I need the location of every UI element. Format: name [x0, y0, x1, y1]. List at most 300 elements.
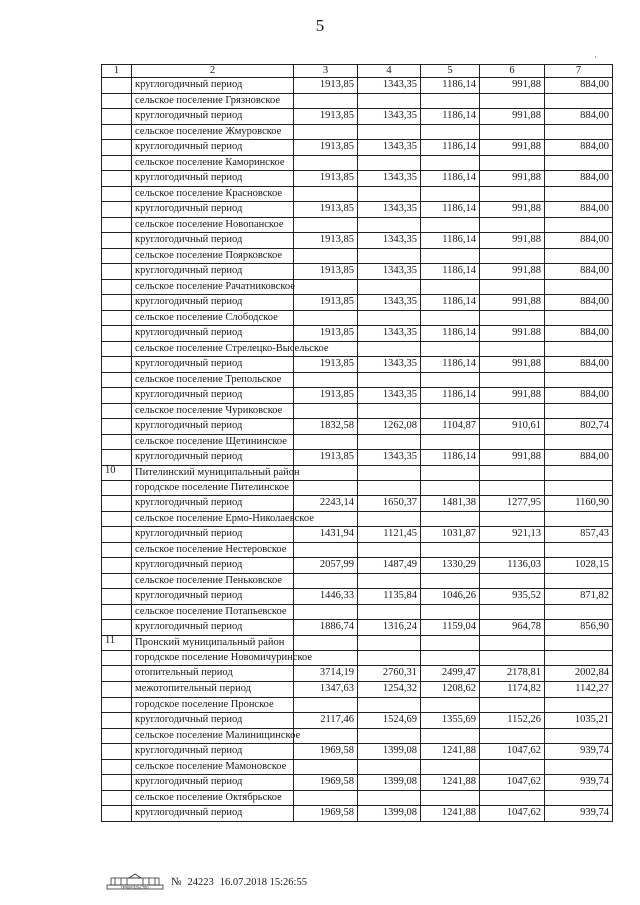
row-label-cell: сельское поселение Малинищинское: [132, 729, 294, 744]
district-row: [102, 466, 613, 481]
settlement-row: [102, 543, 613, 558]
row-number-cell: [102, 419, 132, 435]
row-label-cell: круглогодичный период: [132, 388, 294, 404]
table-row: [102, 527, 613, 543]
value-cell: [545, 466, 613, 481]
value-cell: [421, 466, 480, 481]
table-row: [102, 589, 613, 605]
value-cell: [480, 156, 545, 171]
value-cell: 857,43: [545, 527, 613, 543]
value-cell: [545, 729, 613, 744]
value-cell: 1913,85: [294, 450, 358, 466]
row-label-cell: городское поселение Пителинское: [132, 481, 294, 496]
row-label-cell: круглогодичный период: [132, 450, 294, 466]
value-cell: 1913,85: [294, 233, 358, 249]
row-number-cell: 10: [102, 466, 132, 481]
tariff-table: [101, 64, 613, 822]
settlement-row: [102, 311, 613, 326]
value-cell: 1047,62: [480, 775, 545, 791]
value-cell: [421, 249, 480, 264]
value-cell: 1913,85: [294, 295, 358, 311]
value-cell: [358, 125, 421, 140]
row-number-cell: [102, 558, 132, 574]
value-cell: 884,00: [545, 78, 613, 94]
row-label-cell: круглогодичный период: [132, 264, 294, 280]
value-cell: [545, 218, 613, 233]
value-cell: 1330,29: [421, 558, 480, 574]
table-row: [102, 264, 613, 280]
row-number-cell: [102, 202, 132, 218]
value-cell: [294, 125, 358, 140]
value-cell: [545, 574, 613, 589]
row-label-cell: сельское поселение Поярковское: [132, 249, 294, 264]
table-row: [102, 682, 613, 698]
value-cell: 1047,62: [480, 744, 545, 760]
value-cell: [545, 342, 613, 357]
row-label-cell: круглогодичный период: [132, 109, 294, 125]
row-label-cell: сельское поселение Жмуровское: [132, 125, 294, 140]
row-label-cell: сельское поселение Красновское: [132, 187, 294, 202]
row-number-cell: [102, 698, 132, 713]
row-number-cell: [102, 666, 132, 682]
value-cell: [480, 636, 545, 651]
value-cell: 1174,82: [480, 682, 545, 698]
value-cell: [294, 729, 358, 744]
settlement-row: [102, 760, 613, 775]
value-cell: [545, 249, 613, 264]
value-cell: 1186,14: [421, 109, 480, 125]
row-number-cell: [102, 605, 132, 620]
row-label-cell: круглогодичный период: [132, 357, 294, 373]
value-cell: 1135,84: [358, 589, 421, 605]
value-cell: 1969,58: [294, 806, 358, 822]
value-cell: [480, 373, 545, 388]
value-cell: 884,00: [545, 295, 613, 311]
value-cell: [421, 729, 480, 744]
value-cell: [358, 435, 421, 450]
value-cell: 1046,26: [421, 589, 480, 605]
value-cell: [421, 311, 480, 326]
value-cell: [294, 574, 358, 589]
table-row: [102, 233, 613, 249]
document-number: 24223: [187, 876, 214, 888]
settlement-row: [102, 574, 613, 589]
settlement-row: [102, 249, 613, 264]
margin-mark: ·: [594, 52, 597, 62]
table-row: [102, 496, 613, 512]
settlement-row: [102, 156, 613, 171]
value-cell: [421, 125, 480, 140]
value-cell: [294, 404, 358, 419]
value-cell: [294, 218, 358, 233]
value-cell: [358, 636, 421, 651]
value-cell: [358, 466, 421, 481]
row-label-cell: круглогодичный период: [132, 589, 294, 605]
value-cell: [421, 404, 480, 419]
value-cell: 1355,69: [421, 713, 480, 729]
value-cell: [545, 651, 613, 666]
row-label-cell: сельское поселение Слободское: [132, 311, 294, 326]
table-row: [102, 202, 613, 218]
value-cell: 1047,62: [480, 806, 545, 822]
header-cell: 2: [132, 65, 294, 78]
header-cell: 3: [294, 65, 358, 78]
value-cell: [480, 435, 545, 450]
settlement-row: [102, 342, 613, 357]
value-cell: [294, 760, 358, 775]
value-cell: [480, 651, 545, 666]
row-label-cell: сельское поселение Нестеровское: [132, 543, 294, 558]
row-label-cell: городское поселение Новомичуринское: [132, 651, 294, 666]
value-cell: [294, 435, 358, 450]
value-cell: [358, 574, 421, 589]
value-cell: [421, 342, 480, 357]
row-label-cell: сельское поселение Рачатниковское: [132, 280, 294, 295]
row-label-cell: круглогодичный период: [132, 78, 294, 94]
settlement-row: [102, 605, 613, 620]
value-cell: 1431,94: [294, 527, 358, 543]
table-row: [102, 109, 613, 125]
row-number-cell: [102, 512, 132, 527]
value-cell: [480, 311, 545, 326]
value-cell: 1343,35: [358, 450, 421, 466]
value-cell: 991,88: [480, 140, 545, 156]
value-cell: [358, 605, 421, 620]
value-cell: [358, 342, 421, 357]
value-cell: 1913,85: [294, 171, 358, 187]
value-cell: 884,00: [545, 388, 613, 404]
value-cell: [480, 125, 545, 140]
value-cell: 1186,14: [421, 78, 480, 94]
value-cell: 1241,88: [421, 744, 480, 760]
row-label-cell: круглогодичный период: [132, 171, 294, 187]
row-label-cell: круглогодичный период: [132, 496, 294, 512]
header-cell: 7: [545, 65, 613, 78]
row-number-cell: [102, 342, 132, 357]
value-cell: 991,88: [480, 78, 545, 94]
table-row: [102, 450, 613, 466]
value-cell: 1832,58: [294, 419, 358, 435]
value-cell: [480, 218, 545, 233]
value-cell: 1913,85: [294, 264, 358, 280]
value-cell: 1913,85: [294, 202, 358, 218]
value-cell: [358, 311, 421, 326]
value-cell: 991,88: [480, 357, 545, 373]
value-cell: [358, 729, 421, 744]
table-row: [102, 140, 613, 156]
value-cell: 964,78: [480, 620, 545, 636]
value-cell: [480, 481, 545, 496]
value-cell: 1277,95: [480, 496, 545, 512]
row-label-cell: круглогодичный период: [132, 233, 294, 249]
value-cell: [294, 156, 358, 171]
settlement-row: [102, 280, 613, 295]
district-row: [102, 636, 613, 651]
value-cell: [480, 605, 545, 620]
value-cell: 1241,88: [421, 775, 480, 791]
value-cell: 1343,35: [358, 78, 421, 94]
value-cell: 884,00: [545, 326, 613, 342]
row-label-cell: круглогодичный период: [132, 295, 294, 311]
value-cell: [545, 373, 613, 388]
value-cell: [480, 729, 545, 744]
value-cell: 856,90: [545, 620, 613, 636]
row-number-cell: [102, 388, 132, 404]
row-label-cell: круглогодичный период: [132, 713, 294, 729]
settlement-row: [102, 651, 613, 666]
row-number-cell: [102, 620, 132, 636]
value-cell: [294, 481, 358, 496]
value-cell: [545, 543, 613, 558]
value-cell: [358, 373, 421, 388]
table-row: [102, 357, 613, 373]
value-cell: [294, 698, 358, 713]
row-label-cell: сельское поселение Новопанское: [132, 218, 294, 233]
value-cell: 1241,88: [421, 806, 480, 822]
row-label-cell: круглогодичный период: [132, 419, 294, 435]
value-cell: [421, 187, 480, 202]
table-row: [102, 558, 613, 574]
row-label-cell: сельское поселение Грязновское: [132, 94, 294, 109]
value-cell: 1343,35: [358, 109, 421, 125]
row-number-cell: [102, 589, 132, 605]
row-number-cell: [102, 264, 132, 280]
header-cell: 5: [421, 65, 480, 78]
value-cell: 1343,35: [358, 295, 421, 311]
value-cell: 2499,47: [421, 666, 480, 682]
value-cell: [294, 249, 358, 264]
value-cell: [294, 605, 358, 620]
row-number-cell: [102, 713, 132, 729]
table-row: [102, 171, 613, 187]
value-cell: [358, 404, 421, 419]
value-cell: 1913,85: [294, 109, 358, 125]
row-number-cell: [102, 760, 132, 775]
value-cell: 1186,14: [421, 388, 480, 404]
value-cell: [545, 605, 613, 620]
value-cell: [421, 574, 480, 589]
value-cell: 1399,08: [358, 744, 421, 760]
value-cell: [294, 543, 358, 558]
value-cell: 802,74: [545, 419, 613, 435]
table-row: [102, 806, 613, 822]
row-number-cell: [102, 233, 132, 249]
row-number-cell: [102, 156, 132, 171]
settlement-row: [102, 125, 613, 140]
value-cell: 2117,46: [294, 713, 358, 729]
value-cell: [358, 481, 421, 496]
row-label-cell: сельское поселение Мамоновское: [132, 760, 294, 775]
value-cell: [545, 435, 613, 450]
value-cell: [545, 791, 613, 806]
table-row: [102, 620, 613, 636]
value-cell: [421, 280, 480, 295]
row-label-cell: городское поселение Пронское: [132, 698, 294, 713]
row-label-cell: круглогодичный период: [132, 806, 294, 822]
header-cell: 6: [480, 65, 545, 78]
row-number-cell: [102, 125, 132, 140]
value-cell: 2243,14: [294, 496, 358, 512]
value-cell: 991,88: [480, 171, 545, 187]
row-number-cell: [102, 574, 132, 589]
value-cell: [294, 187, 358, 202]
row-number-cell: [102, 651, 132, 666]
value-cell: 1186,14: [421, 140, 480, 156]
value-cell: [545, 311, 613, 326]
value-cell: 991.88: [480, 326, 545, 342]
value-cell: [545, 512, 613, 527]
value-cell: [358, 543, 421, 558]
value-cell: 991,88: [480, 264, 545, 280]
value-cell: 1159,04: [421, 620, 480, 636]
value-cell: 884,00: [545, 140, 613, 156]
value-cell: [421, 435, 480, 450]
value-cell: [294, 373, 358, 388]
value-cell: 1343,35: [358, 171, 421, 187]
row-label-cell: сельское поселение Октябрьское: [132, 791, 294, 806]
page-number: 5: [315, 16, 325, 35]
value-cell: [480, 760, 545, 775]
value-cell: 1399,08: [358, 775, 421, 791]
value-cell: 884,00: [545, 202, 613, 218]
row-label-cell: круглогодичный период: [132, 620, 294, 636]
row-label-cell: круглогодичный период: [132, 527, 294, 543]
settlement-row: [102, 94, 613, 109]
value-cell: 1186,14: [421, 295, 480, 311]
row-number-cell: [102, 435, 132, 450]
value-cell: 2002,84: [545, 666, 613, 682]
value-cell: 1913,85: [294, 388, 358, 404]
value-cell: [480, 698, 545, 713]
row-label-cell: сельское поселение Чуриковское: [132, 404, 294, 419]
value-cell: 935,52: [480, 589, 545, 605]
settlement-row: [102, 435, 613, 450]
value-cell: 1913,85: [294, 357, 358, 373]
table-row: [102, 713, 613, 729]
value-cell: 921,13: [480, 527, 545, 543]
value-cell: 1399,08: [358, 806, 421, 822]
number-sign: №: [171, 876, 182, 888]
value-cell: [294, 94, 358, 109]
row-number-cell: [102, 481, 132, 496]
value-cell: 1969,58: [294, 775, 358, 791]
row-number-cell: [102, 311, 132, 326]
row-number-cell: [102, 729, 132, 744]
row-number-cell: [102, 280, 132, 295]
value-cell: [358, 651, 421, 666]
value-cell: 939,74: [545, 806, 613, 822]
row-number-cell: [102, 806, 132, 822]
value-cell: [294, 311, 358, 326]
table-row: [102, 419, 613, 435]
value-cell: 2178,81: [480, 666, 545, 682]
row-number-cell: [102, 94, 132, 109]
settlement-row: [102, 512, 613, 527]
row-label-cell: сельское поселение Стрелецко-Высельское: [132, 342, 294, 357]
value-cell: 1913,85: [294, 78, 358, 94]
value-cell: 2057,99: [294, 558, 358, 574]
value-cell: [480, 404, 545, 419]
value-cell: 884,00: [545, 109, 613, 125]
value-cell: 1343,35: [358, 202, 421, 218]
row-number-cell: [102, 218, 132, 233]
row-label-cell: круглогодичный период: [132, 202, 294, 218]
value-cell: [480, 342, 545, 357]
value-cell: 884,00: [545, 357, 613, 373]
value-cell: [545, 156, 613, 171]
row-label-cell: сельское поселение Ермо-Николаевское: [132, 512, 294, 527]
document-datetime: 16.07.2018 15:26:55: [219, 876, 307, 888]
row-number-cell: [102, 109, 132, 125]
table-row: [102, 744, 613, 760]
row-label-cell: сельское поселение Трепольское: [132, 373, 294, 388]
row-number-cell: [102, 187, 132, 202]
value-cell: [480, 280, 545, 295]
value-cell: [545, 481, 613, 496]
value-cell: 939,74: [545, 744, 613, 760]
value-cell: 1186,14: [421, 171, 480, 187]
value-cell: [421, 512, 480, 527]
value-cell: [358, 187, 421, 202]
row-number-cell: [102, 357, 132, 373]
value-cell: 1343,35: [358, 140, 421, 156]
value-cell: 991,88: [480, 295, 545, 311]
value-cell: 1142,27: [545, 682, 613, 698]
row-number-cell: [102, 527, 132, 543]
value-cell: [358, 156, 421, 171]
row-label-cell: сельское поселение Пеньковское: [132, 574, 294, 589]
value-cell: [294, 636, 358, 651]
row-label-cell: межотопительный период: [132, 682, 294, 698]
row-number-cell: [102, 682, 132, 698]
settlement-row: [102, 218, 613, 233]
value-cell: 991,88: [480, 109, 545, 125]
row-label-cell: сельское поселение Потапьевское: [132, 605, 294, 620]
row-label-cell: круглогодичный период: [132, 744, 294, 760]
government-building-logo: [105, 873, 165, 891]
row-label-cell: круглогодичный период: [132, 775, 294, 791]
value-cell: 1316,24: [358, 620, 421, 636]
value-cell: 2760,31: [358, 666, 421, 682]
row-label-cell: Пителинский муниципальный район: [132, 466, 294, 481]
value-cell: [545, 280, 613, 295]
row-number-cell: [102, 744, 132, 760]
value-cell: 1487,49: [358, 558, 421, 574]
settlement-row: [102, 373, 613, 388]
row-label-cell: отопительный период: [132, 666, 294, 682]
value-cell: 1104,87: [421, 419, 480, 435]
value-cell: 1035,21: [545, 713, 613, 729]
value-cell: [480, 249, 545, 264]
value-cell: [421, 651, 480, 666]
value-cell: 939,74: [545, 775, 613, 791]
value-cell: [421, 543, 480, 558]
value-cell: [358, 512, 421, 527]
row-number-cell: 11: [102, 636, 132, 651]
value-cell: [545, 404, 613, 419]
value-cell: 1343,35: [358, 233, 421, 249]
row-number-cell: [102, 373, 132, 388]
value-cell: [421, 636, 480, 651]
value-cell: [421, 760, 480, 775]
value-cell: [480, 543, 545, 558]
value-cell: 1886,74: [294, 620, 358, 636]
value-cell: [421, 791, 480, 806]
row-number-cell: [102, 404, 132, 419]
value-cell: 991,88: [480, 388, 545, 404]
value-cell: 1136,03: [480, 558, 545, 574]
table-row: [102, 295, 613, 311]
